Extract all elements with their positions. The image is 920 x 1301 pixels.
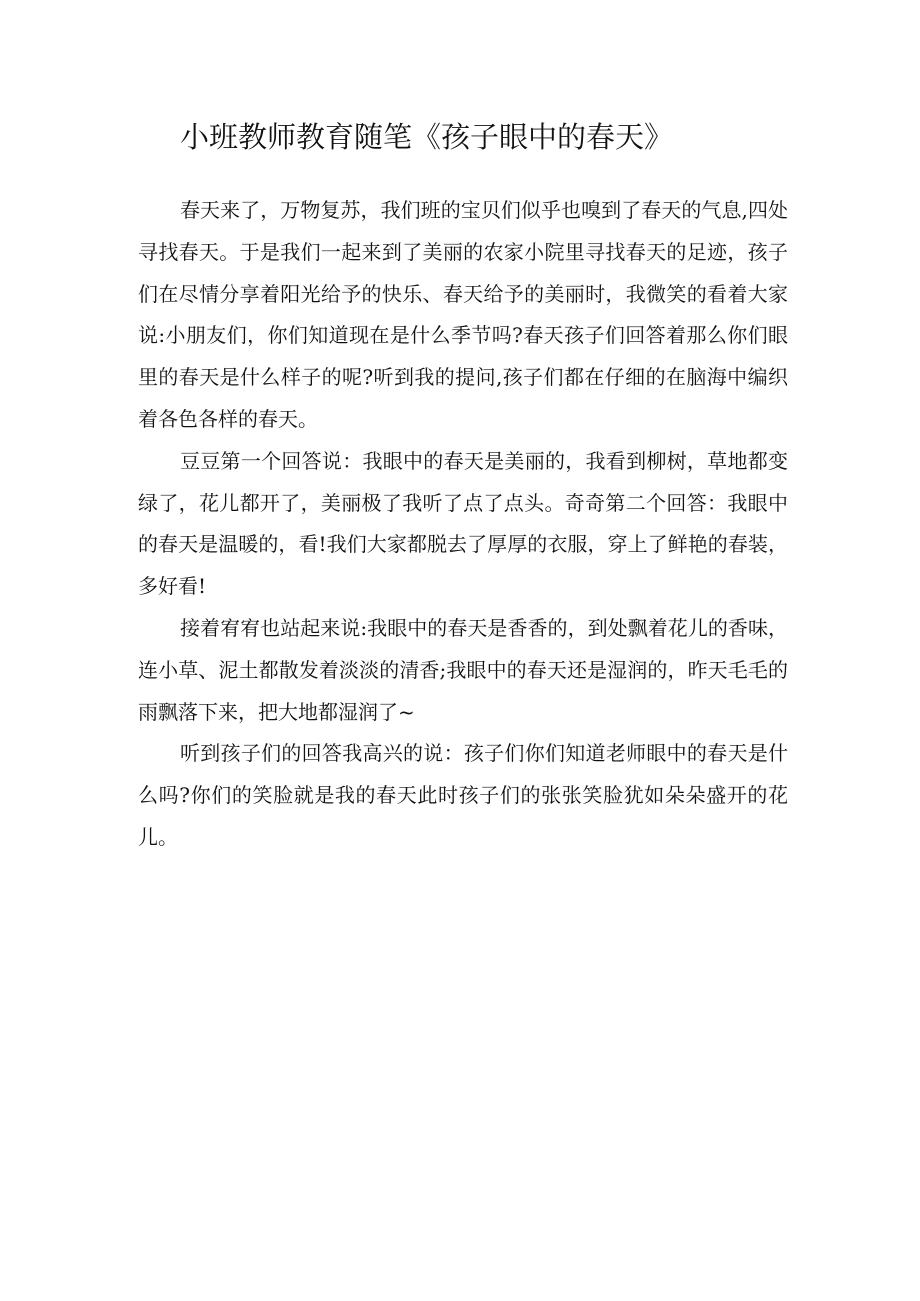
paragraph-3: 接着宥宥也站起来说:我眼中的春天是香香的，到处飘着花儿的香味，连小草、泥土都散发着淡淡的清香;我眼中的春天还是湿润的，昨天毛毛的雨飘落下来，把大地都湿润了~ <box>138 615 788 724</box>
document-title: 小班教师教育随笔《孩子眼中的春天》 <box>180 120 674 154</box>
document-body <box>138 190 788 859</box>
paragraph-2: 豆豆第一个回答说：我眼中的春天是美丽的，我看到柳树，草地都变绿了，花儿都开了，美丽极了我听了点了点头。奇奇第二个回答：我眼中的春天是温暖的，看!我们大家都脱去了厚厚的衣服，穿上了鲜艳的春装，多好看! <box>138 448 788 599</box>
paragraph-1: 春天来了，万物复苏，我们班的宝贝们似乎也嗅到了春天的气息,四处寻找春天。于是我们一起来到了美丽的农家小院里寻找春天的足迹，孩子们在尽情分享着阳光给予的快乐、春天给予的美丽时，我微笑的看着大家说:小朋友们，你们知道现在是什么季节吗?春天孩子们回答着那么你们眼里的春天是什么样子的呢?听到我的提问,孩子们都在仔细的在脑海中编织着各色各样的春天。 <box>138 198 788 431</box>
paragraph-4: 听到孩子们的回答我高兴的说：孩子们你们知道老师眼中的春天是什么吗?你们的笑脸就是我的春天此时孩子们的张张笑脸犹如朵朵盛开的花儿。 <box>138 741 788 849</box>
